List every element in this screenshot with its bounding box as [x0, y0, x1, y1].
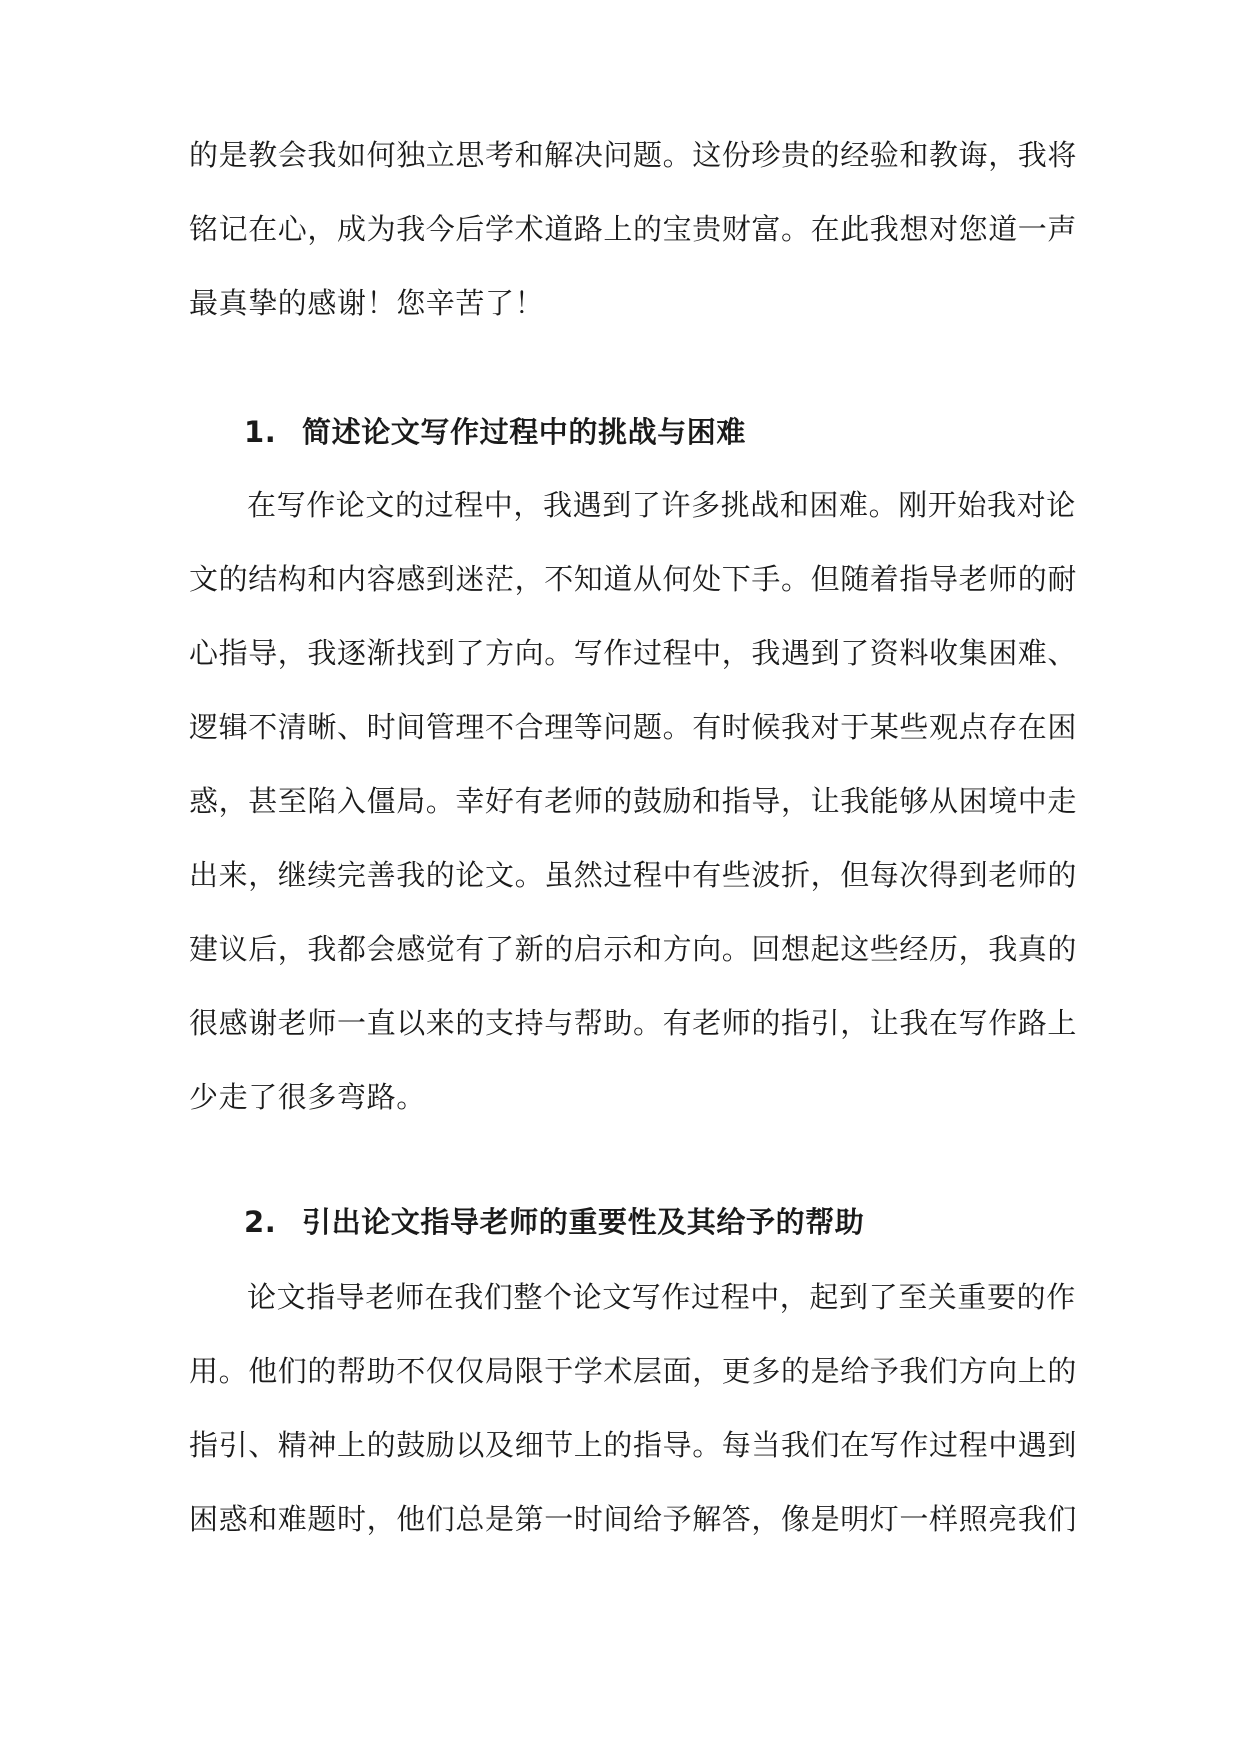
paragraph-line: 建议后，我都会感觉有了新的启示和方向。回想起这些经历，我真的 [189, 932, 1078, 966]
section-title: 引出论文指导老师的重要性及其给予的帮助 [302, 1205, 865, 1239]
paragraph-line: 困惑和难题时，他们总是第一时间给予解答，像是明灯一样照亮我们 [189, 1502, 1078, 1536]
paragraph-line: 的是教会我如何独立思考和解决问题。这份珍贵的经验和教诲，我将 [189, 138, 1078, 172]
section-1-paragraph [189, 468, 1078, 1134]
paragraph-line: 论文指导老师在我们整个论文写作过程中，起到了至关重要的作 [247, 1280, 1076, 1314]
paragraph-line: 在写作论文的过程中，我遇到了许多挑战和困难。刚开始我对论 [247, 488, 1076, 522]
section-title: 简述论文写作过程中的挑战与困难 [302, 415, 747, 449]
paragraph-line: 铭记在心，成为我今后学术道路上的宝贵财富。在此我想对您道一声 [189, 212, 1078, 246]
paragraph-line: 心指导，我逐渐找到了方向。写作过程中，我遇到了资料收集困难、 [189, 636, 1078, 670]
paragraph-line: 逻辑不清晰、时间管理不合理等问题。有时候我对于某些观点存在困 [189, 710, 1078, 744]
paragraph-line: 惑，甚至陷入僵局。幸好有老师的鼓励和指导，让我能够从困境中走 [189, 784, 1078, 818]
paragraph-line: 很感谢老师一直以来的支持与帮助。有老师的指引，让我在写作路上 [189, 1006, 1078, 1040]
section-2-paragraph [189, 1260, 1078, 1556]
section-2-heading [244, 1185, 1114, 1259]
paragraph-line: 少走了很多弯路。 [189, 1080, 426, 1114]
paragraph-line: 最真挚的感谢！您辛苦了！ [189, 286, 545, 320]
section-number: 1. [244, 415, 277, 449]
paragraph-line: 用。他们的帮助不仅仅局限于学术层面，更多的是给予我们方向上的 [189, 1354, 1078, 1388]
section-number: 2. [244, 1205, 277, 1239]
paragraph-line: 出来，继续完善我的论文。虽然过程中有些波折，但每次得到老师的 [189, 858, 1078, 892]
intro-paragraph [189, 118, 1078, 340]
section-1-heading [244, 395, 1114, 469]
paragraph-line: 指引、精神上的鼓励以及细节上的指导。每当我们在写作过程中遇到 [189, 1428, 1078, 1462]
paragraph-line: 文的结构和内容感到迷茫，不知道从何处下手。但随着指导老师的耐 [189, 562, 1078, 596]
